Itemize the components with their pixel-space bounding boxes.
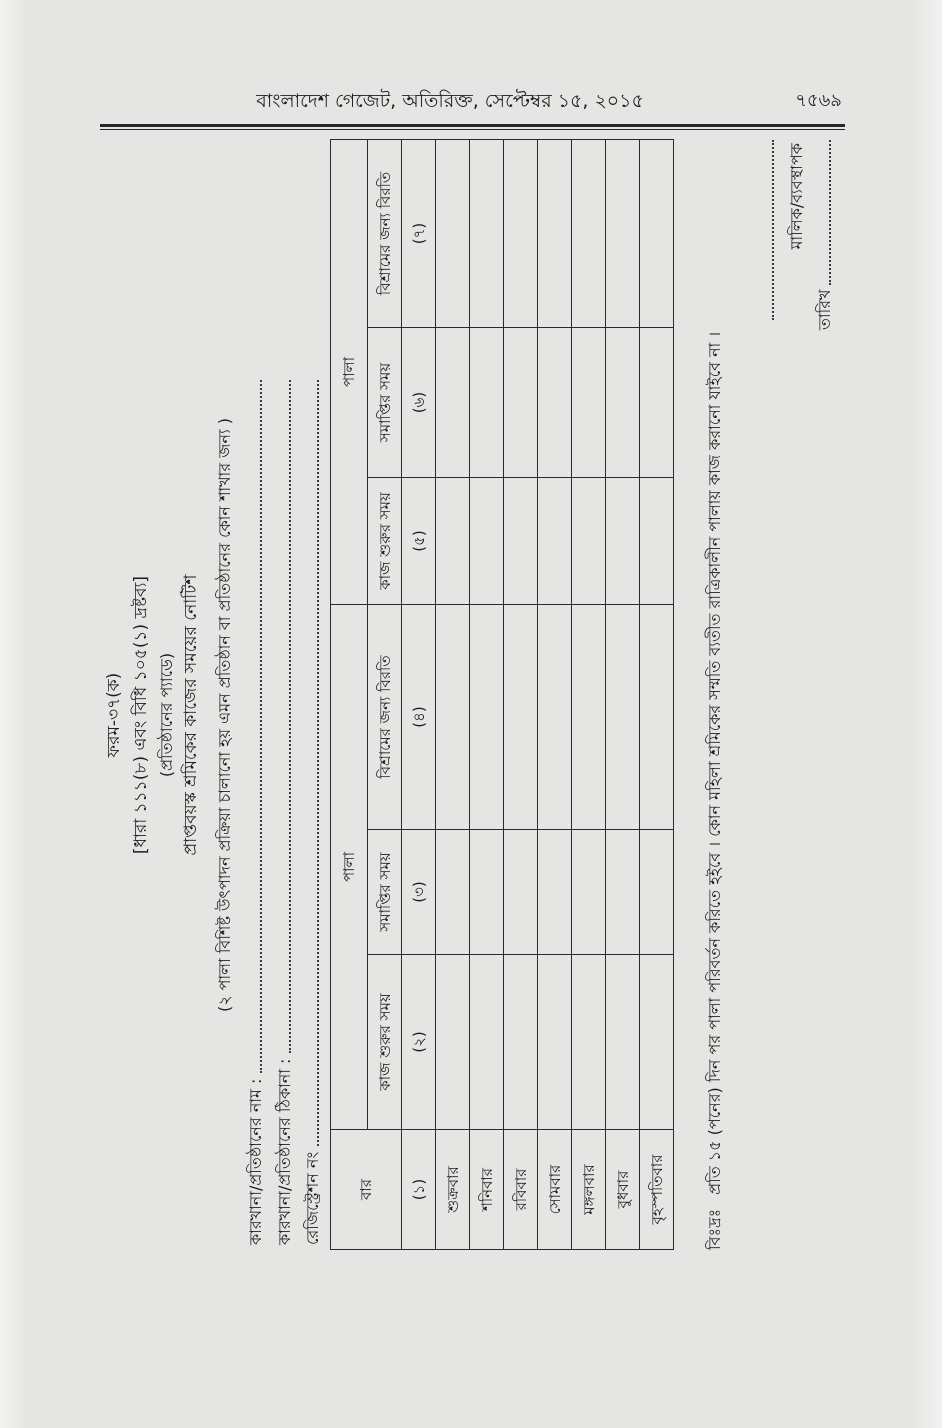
table-row-sunday bbox=[504, 139, 538, 1249]
table-cell bbox=[436, 477, 470, 604]
table-cell bbox=[572, 604, 606, 829]
page-number: ৭৫৬৯ bbox=[795, 90, 842, 111]
table-cell bbox=[572, 955, 606, 1130]
day-cell: শনিবার bbox=[470, 1130, 504, 1250]
table-cell bbox=[606, 327, 640, 477]
blank-fill-line bbox=[829, 140, 831, 285]
table-cell bbox=[640, 604, 674, 829]
shift-2-rest-break-header: বিশ্রামের জন্য বিরতি bbox=[368, 139, 402, 327]
table-row-friday bbox=[436, 139, 470, 1249]
footnote-label: বিঃদ্রঃ bbox=[705, 1208, 724, 1250]
table-cell bbox=[572, 327, 606, 477]
date-label: তারিখ bbox=[815, 289, 834, 330]
day-cell: সোমবার bbox=[538, 1130, 572, 1250]
shift-2-header: পালা bbox=[331, 139, 368, 604]
day-column-header: বার bbox=[331, 1130, 402, 1250]
field-label: কারখানা/প্রতিষ্ঠানের ঠিকানা : bbox=[275, 1058, 294, 1245]
column-number: (৪) bbox=[402, 604, 436, 829]
table-cell bbox=[606, 477, 640, 604]
shift-1-rest-break-header: বিশ্রামের জন্য বিরতি bbox=[368, 604, 402, 829]
table-header-row bbox=[331, 139, 368, 1249]
signatory-role: মালিক/ব্যবস্থাপক bbox=[787, 143, 806, 250]
shift-1-start-time-header: কাজ শুরুর সময় bbox=[368, 955, 402, 1130]
table-cell bbox=[436, 830, 470, 955]
table-row-monday bbox=[538, 139, 572, 1249]
table-cell bbox=[504, 477, 538, 604]
table-cell bbox=[538, 955, 572, 1130]
footnote-text: প্রতি ১৫ (পনের) দিন পর পালা পরিবর্তন করিতে হইবে । কোন মহিলা শ্রমিকের সম্মতি ব্যতীত রাত্রিকালীন পালায় কাজ করানো যাইবে না । bbox=[705, 331, 724, 1195]
table-cell bbox=[640, 955, 674, 1130]
table-cell bbox=[504, 327, 538, 477]
table-cell bbox=[572, 830, 606, 955]
table-row-wednesday bbox=[606, 139, 640, 1249]
footnote bbox=[703, 332, 727, 1250]
day-cell: বৃহস্পতিবার bbox=[640, 1130, 674, 1250]
field-label: কারখানা/প্রতিষ্ঠানের নাম : bbox=[246, 1078, 265, 1245]
day-cell: বুধবার bbox=[606, 1130, 640, 1250]
table-cell bbox=[436, 327, 470, 477]
table-cell bbox=[436, 139, 470, 327]
table-cell bbox=[640, 477, 674, 604]
table-cell bbox=[436, 955, 470, 1130]
letterhead-note: (প্রতিষ্ঠানের প্যাডে) bbox=[157, 652, 176, 778]
column-number-row bbox=[402, 139, 436, 1249]
table-cell bbox=[538, 327, 572, 477]
table-cell bbox=[504, 139, 538, 327]
table-cell bbox=[606, 955, 640, 1130]
shift-2-start-time-header: কাজ শুরুর সময় bbox=[368, 477, 402, 604]
column-number: (১) bbox=[402, 1130, 436, 1250]
day-cell: শুক্রবার bbox=[436, 1130, 470, 1250]
table-cell bbox=[504, 955, 538, 1130]
header-double-rule bbox=[100, 124, 845, 130]
shift-1-end-time-header: সমাপ্তির সময় bbox=[368, 830, 402, 955]
form-subtitle: (২ পালা বিশিষ্ট উৎপাদন প্রক্রিয়া চালানো হয় এমন প্রতিষ্ঠান বা প্রতিষ্ঠানের কোন শাখার জন্য ) bbox=[215, 417, 234, 1013]
table-row-thursday bbox=[640, 139, 674, 1249]
column-number: (৭) bbox=[402, 139, 436, 327]
table-cell bbox=[470, 604, 504, 829]
table-cell bbox=[640, 830, 674, 955]
table-cell bbox=[606, 830, 640, 955]
table-cell bbox=[606, 139, 640, 327]
blank-fill-line bbox=[317, 380, 319, 1146]
date-field bbox=[814, 140, 836, 330]
blank-fill-line bbox=[289, 380, 291, 1053]
column-number: (২) bbox=[402, 955, 436, 1130]
table-cell bbox=[470, 830, 504, 955]
shift-schedule-table bbox=[330, 139, 674, 1250]
day-cell: মঙ্গলবার bbox=[572, 1130, 606, 1250]
factory-address-field bbox=[274, 380, 296, 1245]
column-number: (৬) bbox=[402, 327, 436, 477]
table-cell bbox=[470, 139, 504, 327]
table-cell bbox=[538, 830, 572, 955]
signature-line bbox=[772, 140, 774, 320]
shift-2-end-time-header: সমাপ্তির সময় bbox=[368, 327, 402, 477]
table-cell bbox=[572, 139, 606, 327]
table-cell bbox=[640, 139, 674, 327]
rotated-form bbox=[100, 135, 845, 1255]
column-number: (৩) bbox=[402, 830, 436, 955]
table-cell bbox=[504, 604, 538, 829]
factory-name-field bbox=[245, 380, 267, 1245]
table-cell bbox=[436, 604, 470, 829]
table-cell bbox=[538, 604, 572, 829]
table-cell bbox=[606, 604, 640, 829]
legal-reference: [ধারা ১১১(৮) এবং বিধি ১০৫(১) দ্রষ্টব্য] bbox=[131, 575, 151, 855]
form-title: প্রাপ্তবয়স্ক শ্রমিকের কাজের সময়ের নোটিশ bbox=[181, 574, 201, 856]
day-cell: রবিবার bbox=[504, 1130, 538, 1250]
blank-fill-line bbox=[260, 380, 262, 1073]
table-cell bbox=[470, 955, 504, 1130]
table-cell bbox=[572, 477, 606, 604]
table-cell bbox=[504, 830, 538, 955]
field-label: রেজিস্ট্রেশন নং bbox=[303, 1151, 322, 1245]
shift-1-header: পালা bbox=[331, 604, 368, 1129]
registration-number-field bbox=[302, 380, 324, 1245]
table-subheader-row bbox=[368, 139, 402, 1249]
column-number: (৫) bbox=[402, 477, 436, 604]
table-row-tuesday bbox=[572, 139, 606, 1249]
table-cell bbox=[470, 327, 504, 477]
table-cell bbox=[470, 477, 504, 604]
table-row-saturday bbox=[470, 139, 504, 1249]
table-cell bbox=[538, 139, 572, 327]
form-number: ফরম-৩৭(ক) bbox=[104, 672, 124, 758]
table-cell bbox=[538, 477, 572, 604]
table-cell bbox=[640, 327, 674, 477]
gazette-header-title: বাংলাদেশ গেজেট, অতিরিক্ত, সেপ্টেম্বর ১৫, ২০১৫ bbox=[256, 90, 644, 112]
